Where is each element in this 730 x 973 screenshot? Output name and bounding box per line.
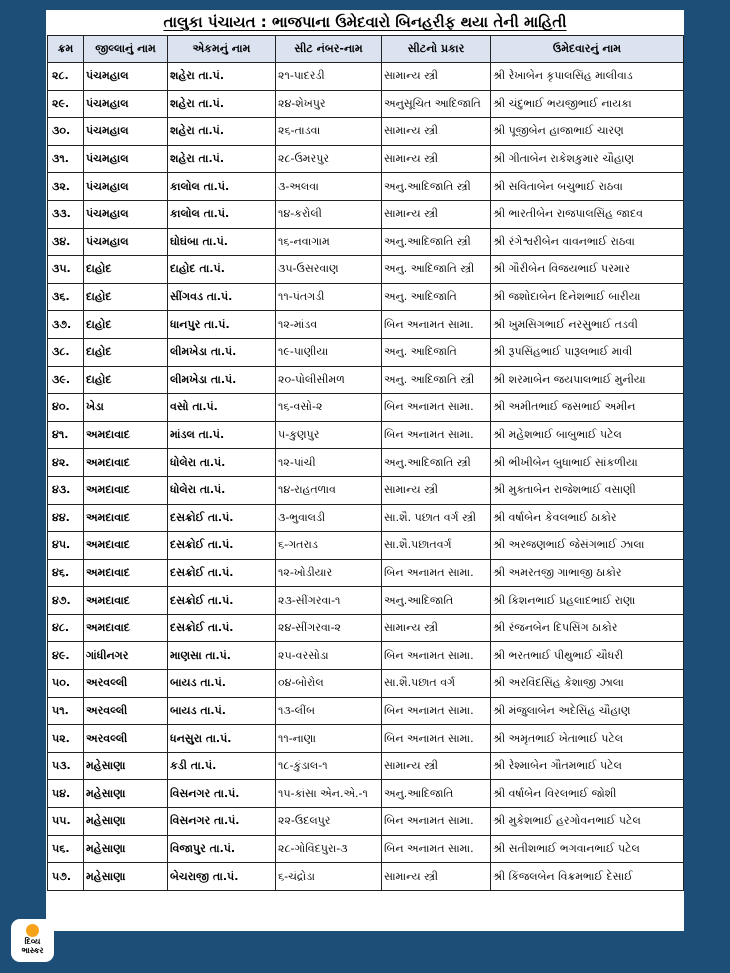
row-candidate: શ્રી ભરતભાઈ પીથુભાઈ ચૌધરી [491, 642, 684, 670]
row-seat-type: અનુ.આદિજાતિ સ્ત્રી [382, 228, 491, 256]
table-row [48, 311, 684, 339]
row-number: ૩૯. [48, 366, 84, 394]
row-seat: ૧૧-નાણા [276, 725, 382, 753]
logo-line-2: ભાસ્કર [21, 946, 44, 955]
row-district: મહેસાણા [84, 808, 168, 836]
row-number: ૫૩. [48, 752, 84, 780]
table-row [48, 449, 684, 477]
row-seat: ૧૮-કુંડાલ-૧ [276, 752, 382, 780]
row-unit: શહેરા તા.પં. [168, 63, 276, 91]
row-district: દાહોદ [84, 283, 168, 311]
row-district: અમદાવાદ [84, 614, 168, 642]
row-candidate: શ્રી ખુમસિગભાઈ નરસુભાઈ તડવી [491, 311, 684, 339]
row-seat-type: અનુ.આદિજાતિ સ્ત્રી [382, 449, 491, 477]
row-seat-type: બિન અનામત સામા. [382, 394, 491, 422]
row-district: અરવલ્લી [84, 670, 168, 698]
row-candidate: શ્રી શરમાબેન જયપાલભાઈ મુનીયા [491, 366, 684, 394]
row-candidate: શ્રી સવિતાબેન બચુભાઈ રાઠવા [491, 173, 684, 201]
row-unit: શહેરા તા.પં. [168, 145, 276, 173]
row-seat: ૧૪-રાહતળાવ [276, 476, 382, 504]
row-district: પંચમહાલ [84, 228, 168, 256]
col-header-seat-type: સીટનો પ્રકાર [382, 36, 491, 63]
table-row [48, 283, 684, 311]
row-number: ૩૦. [48, 118, 84, 146]
row-district: મહેસાણા [84, 835, 168, 863]
row-seat: ૧૬-નવાગામ [276, 228, 382, 256]
row-number: ૫૭. [48, 863, 84, 891]
table-row [48, 697, 684, 725]
row-district: પંચમહાલ [84, 145, 168, 173]
row-candidate: શ્રી રૂપસિંહભાઈ પારૂલભાઈ માવી [491, 338, 684, 366]
row-seat-type: અનુસૂચિત આદિજાતિ [382, 90, 491, 118]
row-number: ૫૫. [48, 808, 84, 836]
table-row [48, 145, 684, 173]
col-header-number: ક્રમ [48, 36, 84, 63]
table-row [48, 228, 684, 256]
row-unit: વિસનગર તા.પં. [168, 808, 276, 836]
row-district: મહેસાણા [84, 780, 168, 808]
row-unit: સીંગવડ તા.પં. [168, 283, 276, 311]
row-seat: ૧૫-કાંસા એન.એ.-૧ [276, 780, 382, 808]
row-unit: ધોલેરા તા.પં. [168, 476, 276, 504]
row-seat-type: અનુ.આદિજાતિ સ્ત્રી [382, 173, 491, 201]
row-unit: વસો તા.પં. [168, 394, 276, 422]
row-seat: ૧૨-ખોડીયાર [276, 559, 382, 587]
row-unit: ધનસુરા તા.પં. [168, 725, 276, 753]
row-unit: માંડલ તા.પં. [168, 421, 276, 449]
row-candidate: શ્રી ગીતાબેન રાકેશકુમાર ચૌહાણ [491, 145, 684, 173]
row-candidate: શ્રી ભારતીબેન રાજપાલસિંહ જાદવ [491, 200, 684, 228]
row-candidate: શ્રી અરવિંદસિંહ કેશાજી ઝાલા [491, 670, 684, 698]
row-candidate: શ્રી ગૌરીબેન વિજયભાઈ પરમાર [491, 256, 684, 284]
row-candidate: શ્રી વર્ષાબેન વિરલભાઈ જોશી [491, 780, 684, 808]
row-candidate: શ્રી જશોદાબેન દિનેશભાઈ બારીયા [491, 283, 684, 311]
row-unit: વિજાપુર તા.પં. [168, 835, 276, 863]
row-unit: કાલોલ તા.પં. [168, 200, 276, 228]
row-number: ૪૮. [48, 614, 84, 642]
table-row [48, 118, 684, 146]
row-seat-type: અનુ. આદિજાતિ સ્ત્રી [382, 366, 491, 394]
table-row [48, 504, 684, 532]
row-seat-type: અનુ. આદિજાતિ [382, 283, 491, 311]
row-seat: ૩-ભુવાલડી [276, 504, 382, 532]
row-district: દાહોદ [84, 256, 168, 284]
row-seat: ૨૦-પોલીસીમળ [276, 366, 382, 394]
row-candidate: શ્રી મુકેશભાઈ હરગોવનભાઈ પટેલ [491, 808, 684, 836]
row-seat-type: સામાન્ય સ્ત્રી [382, 200, 491, 228]
table-row [48, 338, 684, 366]
row-unit: દાહોદ તા.પં. [168, 256, 276, 284]
table-row [48, 559, 684, 587]
row-seat-type: સામાન્ય સ્ત્રી [382, 118, 491, 146]
table-row [48, 863, 684, 891]
row-number: ૪૭. [48, 587, 84, 615]
table-row [48, 421, 684, 449]
row-number: ૪૦. [48, 394, 84, 422]
table-row [48, 173, 684, 201]
row-district: પંચમહાલ [84, 90, 168, 118]
row-candidate: શ્રી મહેશભાઈ બાબુભાઈ પટેલ [491, 421, 684, 449]
row-seat: ૧૯-પાણીયા [276, 338, 382, 366]
row-district: પંચમહાલ [84, 173, 168, 201]
row-seat: ૨૩-સીંગરવા-૧ [276, 587, 382, 615]
row-candidate: શ્રી કિંજલબેન વિક્રમભાઈ દેસાઈ [491, 863, 684, 891]
row-candidate: શ્રી મુક્તાબેન રાજેશભાઈ વસાણી [491, 476, 684, 504]
row-number: ૪૬. [48, 559, 84, 587]
row-number: ૫૨. [48, 725, 84, 753]
row-district: અરવલ્લી [84, 725, 168, 753]
table-row [48, 587, 684, 615]
row-district: ગાંધીનગર [84, 642, 168, 670]
row-number: ૩૩. [48, 200, 84, 228]
table-row [48, 780, 684, 808]
row-unit: વિસનગર તા.પં. [168, 780, 276, 808]
row-seat: ૦૪-બોરોલ [276, 670, 382, 698]
row-candidate: શ્રી અરજણભાઈ જેસંગભાઈ ઝાલા [491, 532, 684, 560]
row-unit: દસક્રોઈ તા.પં. [168, 504, 276, 532]
table-row [48, 90, 684, 118]
candidates-table [47, 35, 684, 891]
row-seat: ૧૬-વસો-૨ [276, 394, 382, 422]
col-header-candidate: ઉમેદવારનું નામ [491, 36, 684, 63]
col-header-district: જીલ્લાનું નામ [84, 36, 168, 63]
table-row [48, 614, 684, 642]
row-district: અમદાવાદ [84, 421, 168, 449]
row-seat-type: બિન અનામત સામા. [382, 559, 491, 587]
row-seat: ૧૩-લીંબ [276, 697, 382, 725]
row-seat-type: સામાન્ય સ્ત્રી [382, 476, 491, 504]
row-candidate: શ્રી મંજુલાબેન અદેસિંહ ચૌહાણ [491, 697, 684, 725]
row-seat-type: સા.શૈ.પછાતવર્ગ [382, 532, 491, 560]
logo-line-1: દિવ્ય [24, 937, 41, 946]
row-seat: ૨૧-પાદરડી [276, 63, 382, 91]
row-district: દાહોદ [84, 311, 168, 339]
row-number: ૨૯. [48, 90, 84, 118]
table-row [48, 808, 684, 836]
row-number: ૪૧. [48, 421, 84, 449]
row-seat: ૨૮-ગોવિંદપુરા-૩ [276, 835, 382, 863]
row-number: ૫૦. [48, 670, 84, 698]
row-seat-type: સામાન્ય સ્ત્રી [382, 614, 491, 642]
row-number: ૪૨. [48, 449, 84, 477]
table-row [48, 256, 684, 284]
row-number: ૨૮. [48, 63, 84, 91]
row-district: અરવલ્લી [84, 697, 168, 725]
row-unit: દસક્રોઈ તા.પં. [168, 532, 276, 560]
row-number: ૪૯. [48, 642, 84, 670]
row-candidate: શ્રી અમૃતભાઈ ખેતાભાઈ પટેલ [491, 725, 684, 753]
row-seat: ૨૪-શેખપુર [276, 90, 382, 118]
divya-bhaskar-logo [11, 919, 54, 962]
row-unit: શહેરા તા.પં. [168, 90, 276, 118]
row-district: પંચમહાલ [84, 200, 168, 228]
row-seat-type: અનુ. આદિજાતિ [382, 338, 491, 366]
row-candidate: શ્રી સતીશભાઈ ભગવાનભાઈ પટેલ [491, 835, 684, 863]
row-seat: ૧૨-પાંચી [276, 449, 382, 477]
row-candidate: શ્રી રેશ્માબેન ગૌતમભાઈ પટેલ [491, 752, 684, 780]
row-unit: બાયડ તા.પં. [168, 670, 276, 698]
col-header-seat: સીટ નંબર-નામ [276, 36, 382, 63]
row-number: ૩૬. [48, 283, 84, 311]
row-number: ૫૬. [48, 835, 84, 863]
row-district: દાહોદ [84, 338, 168, 366]
row-seat-type: બિન અનામત સામા. [382, 697, 491, 725]
row-seat-type: સા.શૈ. પછાત વર્ગ સ્ત્રી [382, 504, 491, 532]
row-seat-type: બિન અનામત સામા. [382, 808, 491, 836]
row-number: ૩૫. [48, 256, 84, 284]
row-district: મહેસાણા [84, 752, 168, 780]
row-district: મહેસાણા [84, 863, 168, 891]
row-seat: ૩૫-ઉસરવાણ [276, 256, 382, 284]
table-row [48, 532, 684, 560]
table-row [48, 835, 684, 863]
row-number: ૪૪. [48, 504, 84, 532]
row-district: દાહોદ [84, 366, 168, 394]
table-row [48, 476, 684, 504]
row-number: ૩૨. [48, 173, 84, 201]
row-number: ૪૩. [48, 476, 84, 504]
row-number: ૩૮. [48, 338, 84, 366]
row-candidate: શ્રી રંગેશ્વરીબેન વાવનભાઈ રાઠવા [491, 228, 684, 256]
table-row [48, 725, 684, 753]
row-seat-type: અનુ.આદિજાતિ [382, 780, 491, 808]
table-row [48, 366, 684, 394]
document-panel [46, 10, 684, 931]
row-unit: દસક્રોઈ તા.પં. [168, 614, 276, 642]
row-number: ૪૫. [48, 532, 84, 560]
table-row [48, 642, 684, 670]
table-body [48, 63, 684, 891]
row-seat-type: બિન અનામત સામા. [382, 725, 491, 753]
row-seat-type: બિન અનામત સામા. [382, 642, 491, 670]
row-seat-type: બિન અનામત સામા. [382, 835, 491, 863]
row-number: ૫૧. [48, 697, 84, 725]
row-seat: ૬-ગતરાડ [276, 532, 382, 560]
page-title [46, 10, 684, 35]
sun-icon [26, 924, 39, 937]
row-seat-type: બિન અનામત સામા. [382, 311, 491, 339]
table-row [48, 752, 684, 780]
row-unit: કાલોલ તા.પં. [168, 173, 276, 201]
table-row [48, 200, 684, 228]
row-candidate: શ્રી રંજનબેન દિપસિંગ ઠાકોર [491, 614, 684, 642]
row-seat: ૧૧-પંતગડી [276, 283, 382, 311]
row-district: અમદાવાદ [84, 504, 168, 532]
row-seat: ૨૮-ઉમરપુર [276, 145, 382, 173]
row-seat-type: સામાન્ય સ્ત્રી [382, 863, 491, 891]
row-unit: લીમખેડા તા.પં. [168, 338, 276, 366]
row-candidate: શ્રી રેખાબેન કૃપાલસિંહ માલીવાડ [491, 63, 684, 91]
row-district: પંચમહાલ [84, 118, 168, 146]
row-unit: બેચરાજી તા.પં. [168, 863, 276, 891]
table-row [48, 63, 684, 91]
row-number: ૩૭. [48, 311, 84, 339]
table-row [48, 394, 684, 422]
row-unit: બાયડ તા.પં. [168, 697, 276, 725]
row-district: અમદાવાદ [84, 587, 168, 615]
row-district: પંચમહાલ [84, 63, 168, 91]
page-title-text: તાલુકા પંચાયત : ભાજપાના ઉમેદવારો બિનહરીફ થયા તેની માહિતી [163, 13, 567, 31]
row-seat: ૧૨-માંડવ [276, 311, 382, 339]
row-unit: ધોલેરા તા.પં. [168, 449, 276, 477]
row-number: ૩૧. [48, 145, 84, 173]
row-district: અમદાવાદ [84, 476, 168, 504]
row-seat-type: સામાન્ય સ્ત્રી [382, 752, 491, 780]
row-seat: ૨૪-સીંગરવા-૨ [276, 614, 382, 642]
table-row [48, 670, 684, 698]
row-unit: લીમખેડા તા.પં. [168, 366, 276, 394]
row-seat-type: અનુ. આદિજાતિ સ્ત્રી [382, 256, 491, 284]
row-number: ૩૪. [48, 228, 84, 256]
row-unit: દસક્રોઈ તા.પં. [168, 587, 276, 615]
row-seat: ૨૬-તાડવા [276, 118, 382, 146]
row-unit: શહેરા તા.પં. [168, 118, 276, 146]
row-seat: ૫-કુણપુર [276, 421, 382, 449]
row-unit: ઘોઘંબા તા.પં. [168, 228, 276, 256]
col-header-unit: એકમનું નામ [168, 36, 276, 63]
row-unit: દસક્રોઈ તા.પં. [168, 559, 276, 587]
row-seat-type: સામાન્ય સ્ત્રી [382, 63, 491, 91]
row-candidate: શ્રી કિશનભાઈ પ્રહલાદભાઈ રાણા [491, 587, 684, 615]
row-candidate: શ્રી અમરતજી ગાભાજી ઠાકોર [491, 559, 684, 587]
row-district: અમદાવાદ [84, 449, 168, 477]
row-seat: ૨૫-વરસોડા [276, 642, 382, 670]
row-seat: ૧૪-કરોલી [276, 200, 382, 228]
row-seat: ૬-ચંદ્રોડા [276, 863, 382, 891]
row-seat-type: બિન અનામત સામા. [382, 421, 491, 449]
row-seat: ૨૨-ઉદલપુર [276, 808, 382, 836]
row-seat-type: અનુ.આદિજાતિ [382, 587, 491, 615]
row-candidate: શ્રી ચંદુભાઈ ભયજીભાઈ નાયકા [491, 90, 684, 118]
row-seat-type: સા.શૈ.પછાત વર્ગ [382, 670, 491, 698]
row-candidate: શ્રી ભીખીબેન બુધાભાઈ સાંકળીયા [491, 449, 684, 477]
row-candidate: શ્રી વર્ષાબેન કેવલભાઈ ઠાકોર [491, 504, 684, 532]
row-unit: માણસા તા.પં. [168, 642, 276, 670]
row-district: અમદાવાદ [84, 559, 168, 587]
row-seat: ૩-અલવા [276, 173, 382, 201]
table-header-row [48, 36, 684, 63]
row-number: ૫૪. [48, 780, 84, 808]
row-district: ખેડા [84, 394, 168, 422]
row-district: અમદાવાદ [84, 532, 168, 560]
row-seat-type: સામાન્ય સ્ત્રી [382, 145, 491, 173]
row-unit: ધાનપુર તા.પં. [168, 311, 276, 339]
row-candidate: શ્રી અમીતભાઈ જસભાઈ અમીન [491, 394, 684, 422]
row-candidate: શ્રી પૂજીબેન હાજાભાઈ ચારણ [491, 118, 684, 146]
row-unit: કડી તા.પં. [168, 752, 276, 780]
